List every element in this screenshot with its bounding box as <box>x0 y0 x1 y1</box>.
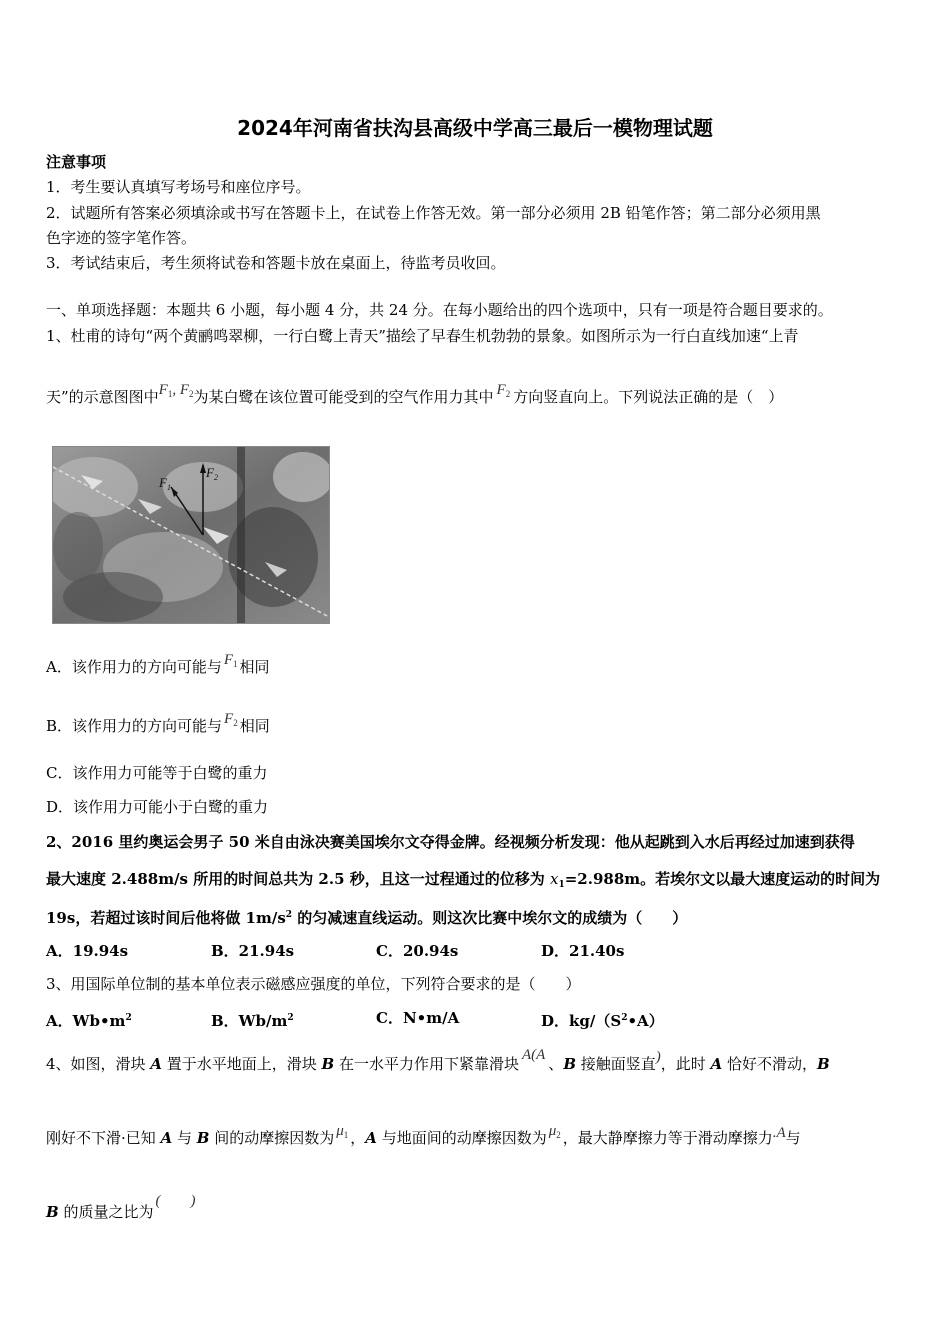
formula-f1-f2: $F_1$, $F_2$ <box>158 382 194 399</box>
notice-item-1: 1．考生要认真填写考场号和座位序号。 <box>46 178 311 196</box>
section-heading: 一、单项选择题：本题共 6 小题，每小题 4 分，共 24 分。在每小题给出的四个选项中，只有一项是符合题目要求的。 <box>46 301 833 319</box>
q4-line-3: B 的质量之比为( ) <box>46 1193 196 1221</box>
q1-option-d: D．该作用力可能小于白鹭的重力 <box>46 798 269 816</box>
q1-line-2-text-c: 方向竖直向上。下列说法正确的是（ ） <box>513 388 784 406</box>
q4-line-1: 4、如图，滑块 A 置于水平地面上，滑块 B 在一水平力作用下紧靠滑块 A(A 、B 接触面竖直)，此时 A 恰好不滑动，B <box>46 1047 830 1073</box>
q3-option-a: A．$Wb•m^2$ <box>46 1012 132 1030</box>
q1-line-2 <box>46 382 784 412</box>
q2-line-1: 2、2016 里约奥运会男子 50 米自由泳决赛美国埃尔文夺得金牌。经视频分析发现：他从起跳到入水后再经过加速到获得 <box>46 833 855 851</box>
formula-f2: $F_2$ <box>496 382 511 399</box>
q1-option-c: C．该作用力可能等于白鹭的重力 <box>46 764 268 782</box>
q1-line-2-text-b: 为某白鹭在该位置可能受到的空气作用力其中 <box>193 388 494 406</box>
q2-option-c: C．20.94s <box>376 942 459 960</box>
q3-option-d: D．$kg/(S^2•A)$ <box>541 1012 664 1030</box>
notice-item-2-line-1: 2．试题所有答案必须填涂或书写在答题卡上，在试卷上作答无效。第一部分必须用 2B 铅笔作答；第二部分必须用黑 <box>46 204 821 222</box>
q3-stem: 3、用国际单位制的基本单位表示磁感应强度的单位，下列符合要求的是（ ） <box>46 975 581 993</box>
figure-label-f1: $F_1$ <box>159 475 171 492</box>
formula-mu2: $\mu_2$ <box>548 1123 561 1140</box>
q2-line-3: 19s，若超过该时间后他将做 $1m/s^2$ 的匀减速直线运动。则这次比赛中埃尔文的成绩为（ ） <box>46 909 688 927</box>
formula-a-paren: A(A <box>521 1047 546 1063</box>
page-title: 2024年河南省扶沟县高级中学高三最后一模物理试题 <box>237 116 713 140</box>
formula-dot-a: .A <box>772 1125 786 1141</box>
q1-line-1: 1、杜甫的诗句“两个黄鹂鸣翠柳，一行白鹭上青天”描绘了早春生机勃勃的景象。如图所示为一行白直线加速“上青 <box>46 327 799 345</box>
formula-mu1: $\mu_1$ <box>336 1123 349 1140</box>
q1-line-2-text-a: 天”的示意图图中 <box>46 388 159 406</box>
notice-item-2-line-2: 色字迹的签字笔作答。 <box>46 229 197 247</box>
q4-line-2: 刚好不下滑·已知 A 与 B 间的动摩擦因数为 $\mu_1$ ，A 与地面间的动摩擦因数为 $\mu_2$ ，最大静摩擦力等于滑动摩擦力.A与 <box>46 1123 801 1147</box>
formula-blank-parens: ( ) <box>155 1193 196 1209</box>
notice-item-3: 3．考试结束后，考生须将试卷和答题卡放在桌面上，待监考员收回。 <box>46 254 506 272</box>
egret-photo-illustration <box>53 447 329 623</box>
q2-line-2: 最大速度 2.488m/s 所用的时间总共为 2.5 秒，且这一过程通过的位移为 $x_1=2.988m$。若埃尔文以最大速度运动的时间为 <box>46 870 881 890</box>
formula-f1: $F_1$ <box>223 652 238 669</box>
q1-option-a: A．该作用力的方向可能与 $F_1$ 相同 <box>46 652 270 676</box>
formula-f2-option: $F_2$ <box>224 711 238 728</box>
formula-close-paren: ) <box>655 1049 661 1065</box>
q3-option-b: B．$Wb/m^2$ <box>211 1012 294 1030</box>
q2-option-b: B．21.94s <box>211 942 295 960</box>
figure-label-f2: $F_2$ <box>206 465 218 482</box>
notice-heading: 注意事项 <box>46 153 107 171</box>
egret-photo-figure <box>52 446 330 624</box>
q2-option-a: A．19.94s <box>46 942 129 960</box>
q1-option-b: B．该作用力的方向可能与 $F_2$ 相同 <box>46 711 270 735</box>
q3-option-c: C．N•m/A <box>376 1009 460 1027</box>
q2-option-d: D．21.40s <box>541 942 625 960</box>
